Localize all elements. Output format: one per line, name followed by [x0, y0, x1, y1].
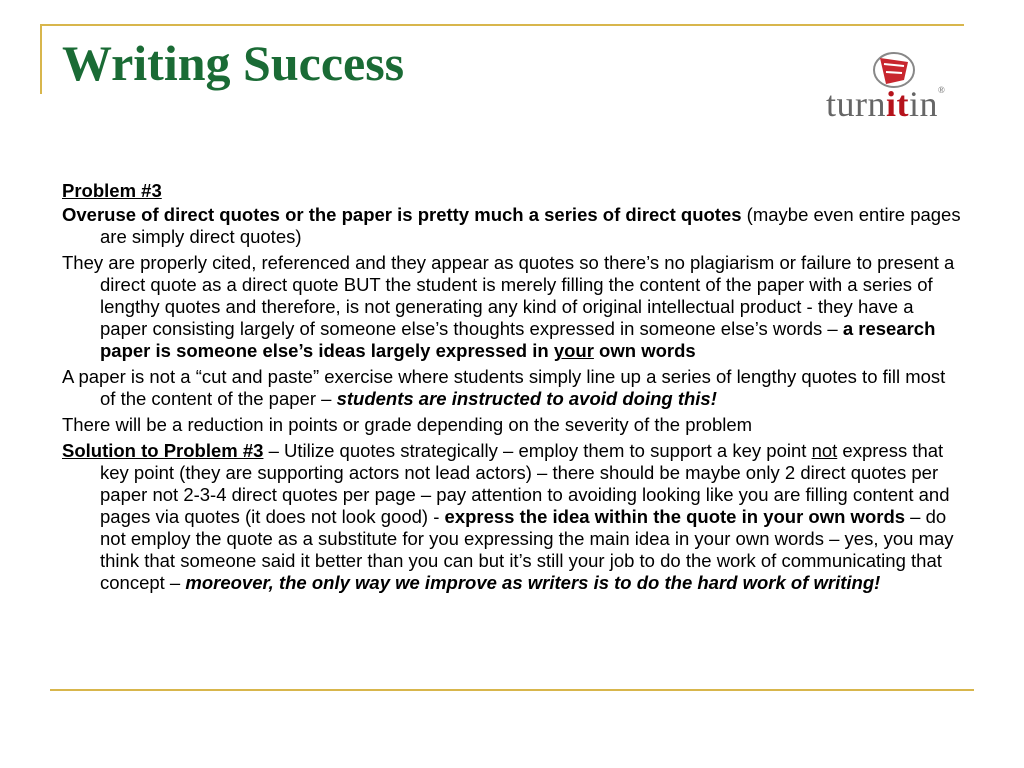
paragraph-cut-and-paste: A paper is not a “cut and paste” exercise where students simply line up a series of lengthy quotes to fill most of the content of the paper – students are instructed to avoid doing this! — [62, 366, 946, 409]
slide-body — [62, 180, 962, 598]
turnitin-logo — [826, 50, 976, 126]
paragraph-overuse: Overuse of direct quotes or the paper is pretty much a series of direct quotes (maybe even entire pages are simply direct quotes) — [62, 204, 961, 247]
turnitin-wordmark: turnitin® — [826, 84, 946, 124]
top-divider — [40, 24, 964, 26]
paragraph-properly-cited: They are properly cited, referenced and they appear as quotes so there’s no plagiarism or failure to present a direct quote as a direct quote BUT the student is merely filling the content of the paper with a series of lengthy quotes and therefore, is not generating any kind of original intellectual product - they have a paper consisting largely of someone else’s thoughts expressed in someone else’s words – a research paper is someone else’s ideas largely expressed in your own words — [62, 252, 955, 361]
paragraph-reduction: There will be a reduction in points or grade depending on the severity of the problem — [62, 414, 753, 435]
slide-title: Writing Success — [62, 35, 405, 91]
left-divider — [40, 24, 42, 94]
paragraph-solution: Solution to Problem #3 – Utilize quotes strategically – employ them to support a key point not express that key point (they are supporting actors not lead actors) – there should be maybe only 2 direct quotes per paper not 2-3-4 direct quotes per page – pay attention to avoiding looking like you are filling content and pages via quotes (it does not look good) - express the idea within the quote in your own words – do not employ the quote as a substitute for you expressing the main idea in your own words – yes, you may think that someone said it better than you can but it’s still your job to do the work of communicating that concept – moreover, the only way we improve as writers is to do the hard work of writing! — [62, 440, 954, 593]
problem-heading: Problem #3 — [62, 180, 162, 201]
bottom-divider — [50, 689, 974, 691]
